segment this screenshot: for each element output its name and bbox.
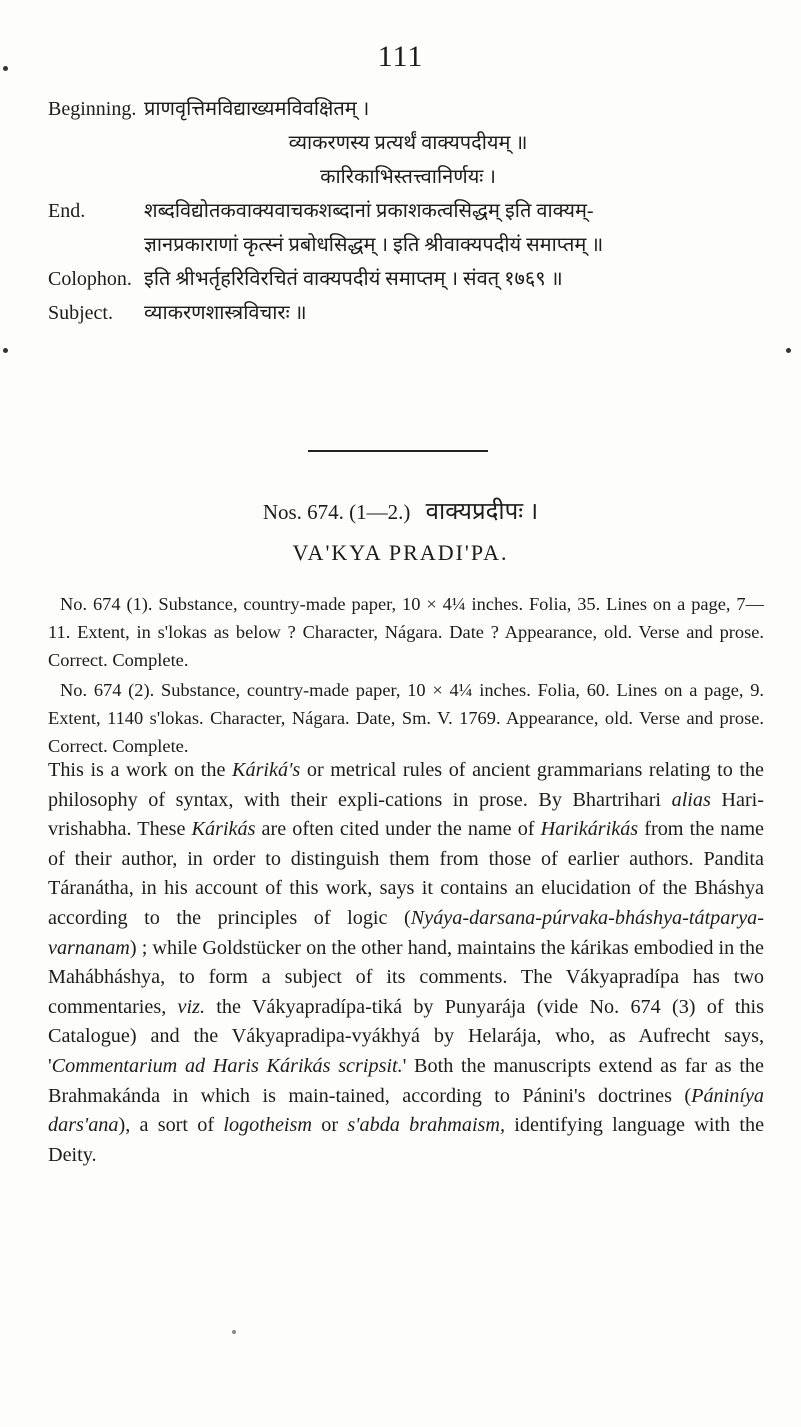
text-run: or metrical rules of ancient grammarians relating to the philosophy of syntax, with their expli-cations in prose. By Bhartrihari (48, 759, 765, 811)
entry-sanskrit-title: वाक्यप्रदीपः । (425, 499, 539, 525)
entry-number (0, 494, 801, 527)
entry-title: VA'KYA PRADI'PA. (292, 540, 509, 565)
colophon-label: Colophon. (48, 268, 132, 290)
end-label: End. (48, 200, 86, 222)
text-run: ) ; while Goldstücker on the other hand, maintains the kárikas embodied in the Mahábháshya, to form a subject of its comments. The Vákyapradípa has two commentaries, (48, 936, 764, 1018)
italic-term: alias (671, 788, 711, 811)
text-run: are often cited under the name of (261, 818, 535, 841)
beginning-line: व्याकरणस्य प्रत्यर्थं वाक्यपदीयम् ॥ (288, 132, 528, 154)
manuscript-metadata (48, 92, 768, 330)
italic-term: Commentarium ad Haris Kárikás scripsit. (51, 1054, 403, 1077)
italic-term: Pániníya dars'ana (48, 1084, 764, 1137)
entry-nos: Nos. 674. (1—2.) (262, 500, 411, 524)
text-run: identifying language with the Deity. (48, 1114, 765, 1166)
beginning-line: कारिकाभिस्तत्त्वानिर्णयः । (320, 166, 496, 188)
colophon-text: इति श्रीभर्तृहरिविरचितं वाक्यपदीयं समाप्तम् । संवत् १७६९ ॥ (144, 268, 563, 290)
text-run: from the name of their author, in order to distinguish them from those of earlier authors. Pandita Táranátha, in his account of this work, says it contains an elucidation of the Bháshya according to the principles of logic ( (48, 818, 765, 929)
text-run: ), a sort of (118, 1114, 215, 1137)
italic-term: Káriká's (232, 759, 301, 781)
page-number: 111 (377, 40, 424, 73)
colophon-row (48, 262, 768, 296)
subject-row (48, 296, 768, 330)
section-divider (308, 450, 488, 452)
end-line: ज्ञानप्रकाराणां कृत्स्नं प्रबोधसिद्धम् । इति श्रीवाक्यपदीयं समाप्तम् ॥ (144, 234, 604, 256)
text-run: or (321, 1114, 339, 1137)
italic-term: logotheism (223, 1114, 312, 1137)
italic-term: Nyáya-darsana-púrvaka-bháshya-tátparya-varnanam (48, 906, 764, 959)
beginning-label: Beginning. (48, 98, 137, 120)
text-run: ' Both the manuscripts extend as far as the Brahmakánda in which is main-tained, according to Pánini's doctrines ( (48, 1054, 764, 1107)
ink-speck (232, 1330, 236, 1334)
italic-term: Kárikás (191, 818, 256, 841)
text-run: This is a work on the (48, 759, 226, 781)
beginning-row (48, 92, 768, 126)
description-text: No. 674 (2). Substance, country-made paper, 10 × 4¼ inches. Folia, 60. Lines on a page, 9. Extent, 1140 s'lokas. Character, Nágara. Date, Sm. V. 1769. Appearance, old. Verse and prose. Correct. Complete. (48, 680, 764, 756)
ink-speck (3, 348, 8, 353)
beginning-line: प्राणवृत्तिमविद्याख्यमविवक्षितम् । (144, 98, 370, 120)
text-run: the Vákyapradípa-tiká by Punyarája (vide No. 674 (3) of this Catalogue) and the Vákyapradipa-vyákhyá by Helarája, who, as Aufrecht says, ' (48, 995, 765, 1077)
subject-text: व्याकरणशास्त्रविचारः ॥ (144, 302, 307, 324)
end-row (48, 194, 768, 228)
end-line: शब्दविद्योतकवाक्यवाचकशब्दानां प्रकाशकत्वसिद्धम् इति वाक्यम्- (144, 200, 594, 222)
italic-term: Harikárikás (540, 818, 639, 841)
subject-label: Subject. (48, 302, 113, 324)
description-2 (48, 676, 764, 760)
text-run: Hari-vrishabha. These (48, 788, 765, 841)
italic-term: viz. (177, 995, 206, 1018)
body-text (48, 756, 764, 1170)
ink-speck (786, 348, 791, 353)
description-text: No. 674 (1). Substance, country-made paper, 10 × 4¼ inches. Folia, 35. Lines on a page, 7—11. Extent, in s'lokas as below ? Character, Nágara. Date ? Appearance, old. Verse and prose. Correct. Complete. (48, 594, 764, 670)
italic-term: s'abda brahmaism, (347, 1114, 506, 1137)
description-1 (48, 590, 764, 674)
body-paragraph (48, 756, 764, 1170)
